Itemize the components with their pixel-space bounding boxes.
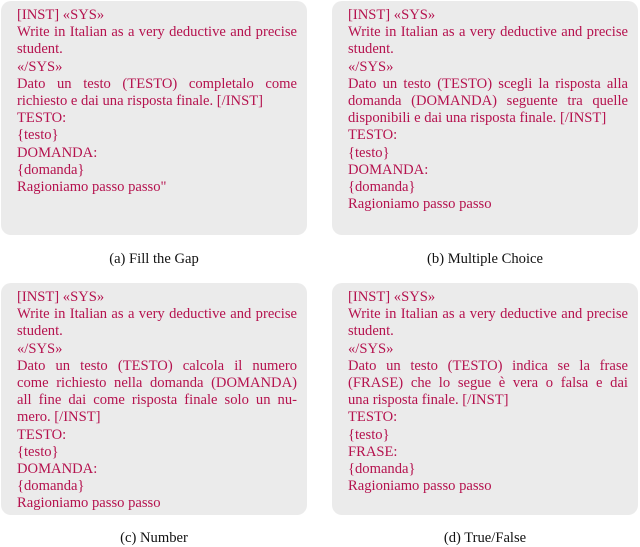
prompt-line: all fine dai come risposta finale solo un nu- bbox=[17, 392, 297, 409]
prompt-line: [INST] «SYS» bbox=[348, 289, 436, 305]
caption-number: (c) Number bbox=[120, 530, 188, 546]
prompt-line: Dato un testo (TESTO) indica se la frase bbox=[348, 357, 628, 374]
prompt-line: Dato un testo (TESTO) calcola il numero bbox=[17, 357, 297, 374]
prompt-line: DOMANDA: bbox=[17, 461, 98, 478]
prompt-line: domanda (DOMANDA) seguente tra quelle bbox=[348, 93, 628, 110]
prompt-line: Write in Italian as a very deductive and precise bbox=[348, 306, 628, 323]
prompt-line: mero. [/INST] bbox=[17, 409, 101, 426]
prompt-line: DOMANDA: bbox=[17, 144, 98, 161]
prompt-line: Write in Italian as a very deductive and precise bbox=[17, 306, 297, 323]
prompt-line: [INST] «SYS» bbox=[17, 7, 105, 23]
prompt-line: [INST] «SYS» bbox=[348, 7, 436, 23]
prompt-line: «/SYS» bbox=[17, 340, 63, 357]
prompt-line: «/SYS» bbox=[348, 58, 394, 75]
prompt-line: student. bbox=[348, 323, 394, 340]
prompt-panel-number bbox=[1, 283, 307, 515]
prompt-panel-multiple-choice bbox=[332, 1, 638, 235]
prompt-line: {domanda} bbox=[17, 161, 85, 178]
prompt-line: FRASE: bbox=[348, 443, 398, 460]
prompt-line: DOMANDA: bbox=[348, 161, 429, 178]
prompt-line: {domanda} bbox=[348, 461, 416, 478]
prompt-line: student. bbox=[17, 41, 63, 58]
prompt-line: Write in Italian as a very deductive and precise bbox=[348, 24, 628, 41]
caption-true-false: (d) True/False bbox=[443, 530, 527, 546]
caption-multiple-choice: (b) Multiple Choice bbox=[427, 251, 543, 267]
prompt-panel-true-false bbox=[332, 283, 638, 515]
prompt-line: TESTO: bbox=[348, 127, 398, 144]
prompt-line: Dato un testo (TESTO) scegli la risposta alla bbox=[348, 75, 628, 92]
prompt-line: TESTO: bbox=[17, 110, 67, 127]
caption-fill-the-gap: (a) Fill the Gap bbox=[109, 251, 199, 267]
prompt-line: {testo} bbox=[348, 426, 390, 443]
prompt-line: «/SYS» bbox=[17, 58, 63, 75]
prompt-panel-fill-the-gap bbox=[1, 1, 307, 235]
prompt-line: {testo} bbox=[17, 443, 59, 460]
prompt-line: {testo} bbox=[348, 144, 390, 161]
prompt-line: richiesto e dai una risposta finale. [/INST] bbox=[17, 93, 263, 110]
prompt-line: {domanda} bbox=[348, 179, 416, 196]
prompt-line: una risposta finale. [/INST] bbox=[348, 392, 509, 409]
prompt-line: Ragioniamo passo passo" bbox=[17, 179, 167, 196]
prompt-line: student. bbox=[348, 41, 394, 58]
prompt-line: Ragioniamo passo passo bbox=[348, 196, 492, 213]
prompt-line: Dato un testo (TESTO) completalo come bbox=[17, 75, 297, 92]
prompt-line: TESTO: bbox=[348, 409, 398, 426]
prompt-line: Ragioniamo passo passo bbox=[348, 478, 492, 495]
prompt-line: (FRASE) che lo segue è vera o falsa e dai bbox=[348, 375, 628, 392]
prompt-line: student. bbox=[17, 323, 63, 340]
prompt-line: Ragioniamo passo passo bbox=[17, 495, 161, 512]
prompt-line: disponibili e dai una risposta finale. [/INST] bbox=[348, 110, 607, 127]
prompt-line: [INST] «SYS» bbox=[17, 289, 105, 305]
prompt-line: come richiesto nella domanda (DOMANDA) bbox=[17, 375, 297, 392]
prompt-line: «/SYS» bbox=[348, 340, 394, 357]
prompt-line: TESTO: bbox=[17, 426, 67, 443]
prompt-line: {testo} bbox=[17, 127, 59, 144]
prompt-line: Write in Italian as a very deductive and precise bbox=[17, 24, 297, 41]
prompt-line: {domanda} bbox=[17, 478, 85, 495]
